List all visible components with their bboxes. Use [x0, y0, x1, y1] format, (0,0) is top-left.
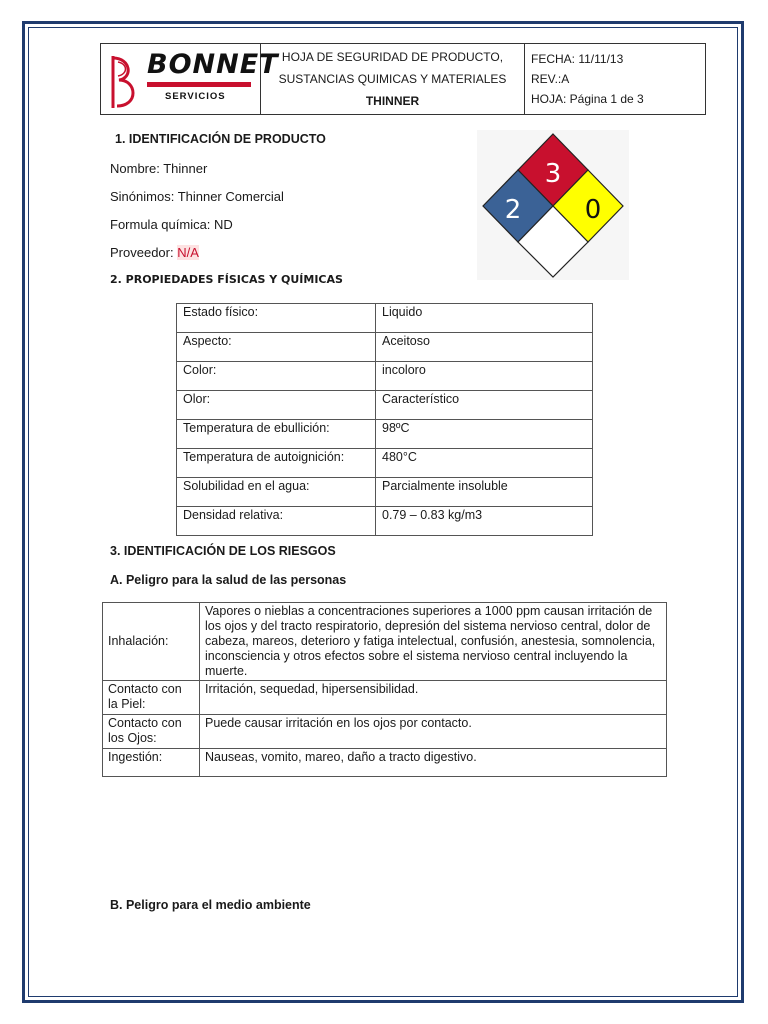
sinonimos-value: Thinner Comercial: [177, 189, 284, 204]
property-value: Característico: [376, 391, 593, 420]
property-value: Liquido: [376, 304, 593, 333]
property-key: Aspecto:: [177, 333, 376, 362]
field-proveedor: [110, 245, 199, 260]
section-1-heading: 1. IDENTIFICACIÓN DE PRODUCTO: [115, 132, 326, 146]
proveedor-label: Proveedor:: [110, 245, 178, 260]
document-header: [100, 43, 706, 115]
sinonimos-label: Sinónimos:: [110, 189, 178, 204]
risk-effect: Vapores o nieblas a concentraciones superiores a 1000 ppm causan irritación de los ojos y del tracto respiratorio, depresión del sistema nervioso central, dolor de cabeza, mareos, deterioro y fatiga intelectual, confusión, anestesia, somnolencia, inconsciencia y otros efectos sobre el sistema nervioso central incluyendo la muerte.: [200, 603, 667, 681]
risk-effect: Nauseas, vomito, mareo, daño a tracto digestivo.: [200, 749, 667, 777]
nombre-value: Thinner: [163, 161, 208, 176]
property-row: [177, 304, 593, 333]
formula-label: Formula química:: [110, 217, 215, 232]
property-key: Color:: [177, 362, 376, 391]
risk-route: Contacto con los Ojos:: [103, 715, 200, 749]
proveedor-value: N/A: [177, 245, 199, 260]
section-3-heading: 3. IDENTIFICACIÓN DE LOS RIESGOS: [110, 544, 336, 558]
risk-route: Ingestión:: [103, 749, 200, 777]
meta-fecha: FECHA: 11/11/13: [531, 52, 624, 66]
property-key: Temperatura de autoignición:: [177, 449, 376, 478]
title-line-2: SUSTANCIAS QUIMICAS Y MATERIALES: [278, 72, 507, 86]
risk-effect: Irritación, sequedad, hipersensibilidad.: [200, 681, 667, 715]
document-title: [261, 44, 525, 114]
logo-subtitle: SERVICIOS: [165, 91, 226, 102]
section-3a-heading: A. Peligro para la salud de las personas: [110, 573, 347, 587]
logo-b-icon: [109, 52, 143, 112]
health-risk-table: [102, 602, 667, 777]
property-row: [177, 449, 593, 478]
company-logo: [101, 44, 279, 114]
property-value: 98ºC: [376, 420, 593, 449]
title-product: THINNER: [365, 94, 420, 108]
nombre-label: Nombre:: [110, 161, 164, 176]
risk-row: [103, 715, 667, 749]
property-key: Olor:: [177, 391, 376, 420]
meta-rev: REV.:A: [531, 72, 570, 86]
risk-effect: Puede causar irritación en los ojos por contacto.: [200, 715, 667, 749]
risk-route: Inhalación:: [103, 603, 200, 681]
risk-row: [103, 749, 667, 777]
risk-route: Contacto con la Piel:: [103, 681, 200, 715]
nfpa-diamond: [477, 130, 629, 280]
property-value: 0.79 – 0.83 kg/m3: [376, 507, 593, 536]
meta-hoja: HOJA: Página 1 de 3: [531, 92, 644, 106]
properties-table: [176, 303, 593, 536]
property-row: [177, 478, 593, 507]
nfpa-health-value: 2: [504, 195, 522, 225]
property-key: Estado físico:: [177, 304, 376, 333]
field-formula: [110, 217, 233, 232]
document-meta: [525, 44, 705, 114]
property-key: Temperatura de ebullición:: [177, 420, 376, 449]
nfpa-flammability-value: 3: [544, 159, 562, 189]
risk-row: [103, 681, 667, 715]
nfpa-reactivity-value: 0: [584, 195, 602, 225]
logo-wordmark: BONNET: [147, 49, 279, 80]
section-3b-heading: B. Peligro para el medio ambiente: [110, 898, 311, 912]
risk-row: [103, 603, 667, 681]
section-2-heading: 2. PROPIEDADES FÍSICAS Y QUÍMICAS: [110, 273, 343, 286]
property-value: incoloro: [376, 362, 593, 391]
title-line-1: HOJA DE SEGURIDAD DE PRODUCTO,: [281, 50, 504, 64]
property-row: [177, 333, 593, 362]
property-row: [177, 420, 593, 449]
property-key: Solubilidad en el agua:: [177, 478, 376, 507]
property-row: [177, 391, 593, 420]
field-nombre: [110, 161, 207, 176]
property-key: Densidad relativa:: [177, 507, 376, 536]
logo-underline: [147, 82, 251, 87]
property-value: Aceitoso: [376, 333, 593, 362]
property-row: [177, 507, 593, 536]
field-sinonimos: [110, 189, 284, 204]
property-value: Parcialmente insoluble: [376, 478, 593, 507]
property-value: 480°C: [376, 449, 593, 478]
property-row: [177, 362, 593, 391]
formula-value: ND: [214, 217, 233, 232]
